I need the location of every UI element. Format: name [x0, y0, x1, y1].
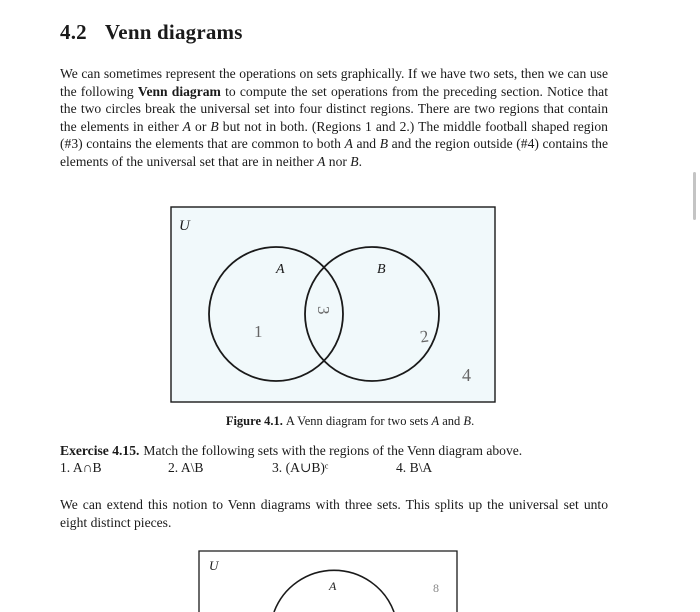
term-venn-diagram: Venn diagram [137, 83, 221, 99]
exercise-item: 2. A\B [168, 460, 204, 475]
region-8-label: 8 [433, 581, 439, 595]
section-heading [60, 20, 243, 45]
text-run: but not in both. (Regions 1 and 2.) The middle football shaped region (#3) contains the elements that are common to both [60, 118, 608, 152]
universe-label: U [179, 218, 190, 234]
math-var: A [317, 153, 326, 169]
region-3-label: 3 [314, 306, 333, 315]
text-run: and [352, 136, 380, 152]
exercise-item: 4. B\A [396, 460, 433, 475]
math-var: A [431, 414, 440, 428]
exercise-text: Match the following sets with the regions of the Venn diagram above. [143, 443, 523, 458]
universe-label: U [209, 558, 219, 573]
text-run: We can sometimes represent the operations on sets graphically. If we have two sets, then we can use the following [60, 66, 608, 99]
universal-set-box [171, 207, 495, 402]
text-run: A Venn diagram for two sets [285, 414, 432, 428]
venn-diagram-three-sets [198, 550, 458, 612]
set-b-label: B [377, 262, 386, 277]
region-4-label: 4 [462, 365, 471, 385]
text-run: nor [325, 153, 351, 169]
set-a-label: A [329, 579, 337, 593]
text-run: . [358, 153, 363, 169]
text-run: and the region outside (#4) contains the elements of the universal set that are in neither [60, 136, 608, 169]
section-title: Venn diagrams [104, 20, 243, 44]
math-var: B [210, 118, 219, 134]
exercise-items [60, 459, 620, 477]
set-a-label: A [276, 262, 285, 277]
text-run: or [190, 118, 211, 134]
math-var: A [182, 118, 191, 134]
math-var: A [344, 136, 353, 152]
math-var: B [463, 414, 472, 428]
universal-set-box [199, 551, 457, 612]
figure-caption [0, 414, 700, 429]
intro-paragraph [60, 65, 608, 171]
section-number: 4.2 [60, 20, 87, 44]
exercise-item: 1. A∩B [60, 460, 102, 475]
text-run: to compute the set operations from the preceding section. Notice that the two circles break the universal set into four distinct regions. There are two regions that contain the elements in either [60, 83, 608, 134]
venn-diagram-two-sets [170, 206, 496, 403]
region-1-label: 1 [254, 322, 263, 341]
text-run: . [471, 414, 475, 428]
scrollbar-thumb[interactable] [693, 172, 696, 220]
exercise-label: Exercise 4.15. [60, 443, 140, 458]
exercise-heading [60, 442, 522, 459]
exercise-item: 3. (A∪B)ᶜ [272, 460, 329, 475]
text-run: and [439, 414, 464, 428]
region-2-label: 2 [418, 326, 430, 347]
three-set-paragraph: We can extend this notion to Venn diagrams with three sets. This splits up the universal set unto eight distinct pieces. [60, 497, 608, 530]
math-var: B [379, 136, 389, 152]
caption-label: Figure 4.1. [225, 414, 283, 428]
math-var: B [350, 153, 359, 169]
